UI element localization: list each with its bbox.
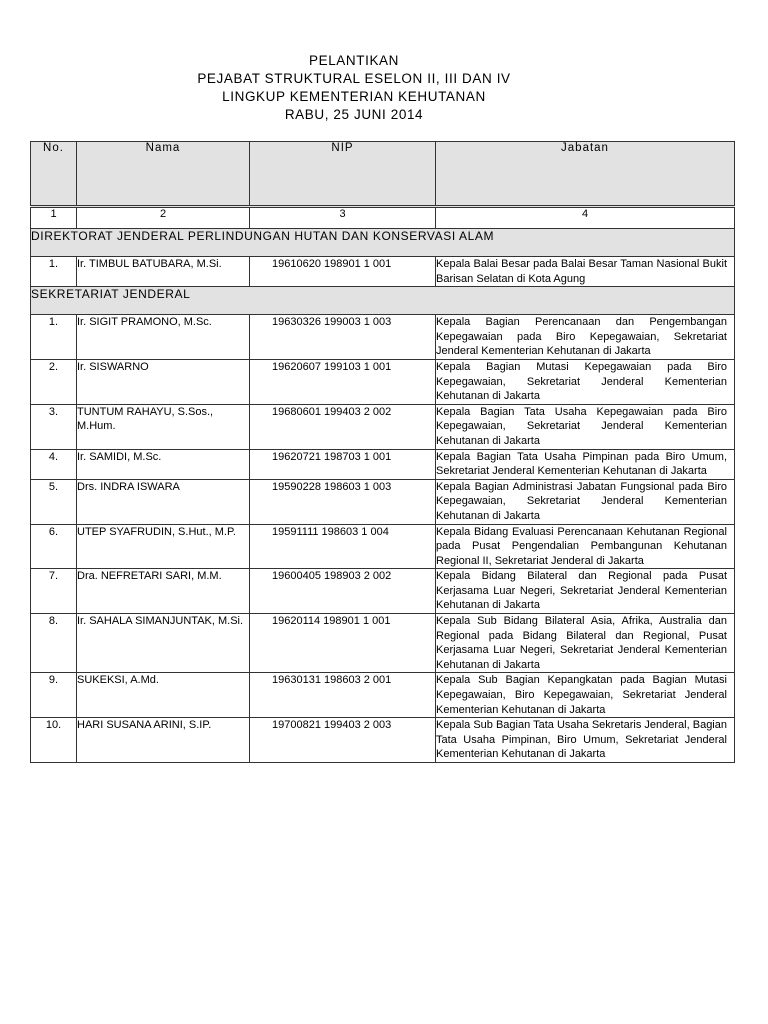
cell-nip: 19590228 198603 1 003: [250, 479, 436, 524]
cell-jabatan: Kepala Balai Besar pada Balai Besar Taman Nasional Bukit Barisan Selatan di Kota Agung: [436, 257, 735, 287]
section-title: SEKRETARIAT JENDERAL: [31, 287, 735, 315]
cell-nama: UTEP SYAFRUDIN, S.Hut., M.P.: [77, 524, 250, 569]
table-row: [31, 479, 735, 524]
cell-no: 8.: [31, 614, 77, 673]
cell-nama: TUNTUM RAHAYU, S.Sos., M.Hum.: [77, 404, 250, 449]
cell-nama: Ir. SIGIT PRAMONO, M.Sc.: [77, 315, 250, 360]
document-title: [0, 52, 708, 124]
section-title: DIREKTORAT JENDERAL PERLINDUNGAN HUTAN DAN KONSERVASI ALAM: [31, 229, 735, 257]
cell-jabatan: Kepala Bidang Bilateral dan Regional pada Pusat Kerjasama Luar Negeri, Sekretariat Jenderal Kementerian Kehutanan di Jakarta: [436, 569, 735, 614]
cell-no: 1.: [31, 257, 77, 287]
cell-nama: Ir. TIMBUL BATUBARA, M.Si.: [77, 257, 250, 287]
column-number-row: [31, 207, 735, 229]
col-header-nama: Nama: [77, 142, 250, 207]
cell-nama: Ir. SAHALA SIMANJUNTAK, M.Si.: [77, 614, 250, 673]
col-header-nip: NIP: [250, 142, 436, 207]
section-header-row: [31, 229, 735, 257]
cell-nama: HARI SUSANA ARINI, S.IP.: [77, 718, 250, 763]
col-number-1: 1: [31, 207, 77, 229]
cell-no: 7.: [31, 569, 77, 614]
col-header-jabatan: Jabatan: [436, 142, 735, 207]
cell-jabatan: Kepala Sub Bidang Bilateral Asia, Afrika, Australia dan Regional pada Bidang Bilateral dan Regional, Pusat Kerjasama Luar Negeri, Sekretariat Jenderal Kementerian Kehutanan di Jakarta: [436, 614, 735, 673]
table-row: [31, 614, 735, 673]
cell-jabatan: Kepala Bagian Mutasi Kepegawaian pada Biro Kepegawaian, Sekretariat Jenderal Kementerian Kehutanan di Jakarta: [436, 359, 735, 404]
cell-nama: Dra. NEFRETARI SARI, M.M.: [77, 569, 250, 614]
cell-nip: 19630131 198603 2 001: [250, 673, 436, 718]
cell-no: 2.: [31, 359, 77, 404]
cell-nip: 19600405 198903 2 002: [250, 569, 436, 614]
cell-no: 1.: [31, 315, 77, 360]
cell-nama: Drs. INDRA ISWARA: [77, 479, 250, 524]
cell-nip: 19630326 199003 1 003: [250, 315, 436, 360]
table-row: [31, 315, 735, 360]
cell-jabatan: Kepala Sub Bagian Kepangkatan pada Bagian Mutasi Kepegawaian, Biro Kepegawaian, Sekretariat Jenderal Kementerian Kehutanan di Jakarta: [436, 673, 735, 718]
cell-nama: SUKEKSI, A.Md.: [77, 673, 250, 718]
table-row: [31, 718, 735, 763]
cell-nip: 19620607 199103 1 001: [250, 359, 436, 404]
table-row: [31, 569, 735, 614]
cell-jabatan: Kepala Bagian Perencanaan dan Pengembangan Kepegawaian pada Biro Kepegawaian, Sekretariat Jenderal Kementerian Kehutanan di Jakarta: [436, 315, 735, 360]
cell-nip: 19680601 199403 2 002: [250, 404, 436, 449]
cell-jabatan: Kepala Bagian Tata Usaha Kepegawaian pada Biro Kepegawaian, Sekretariat Jenderal Kementerian Kehutanan di Jakarta: [436, 404, 735, 449]
table-row: [31, 524, 735, 569]
appointment-table: [30, 141, 735, 763]
cell-no: 6.: [31, 524, 77, 569]
cell-jabatan: Kepala Bidang Evaluasi Perencanaan Kehutanan Regional pada Pusat Pengendalian Pembangunan Kehutanan Regional II, Sekretariat Jenderal di Jakarta: [436, 524, 735, 569]
table-row: [31, 257, 735, 287]
cell-no: 4.: [31, 449, 77, 479]
table-body: [31, 207, 735, 763]
cell-nip: 19620721 198703 1 001: [250, 449, 436, 479]
cell-no: 3.: [31, 404, 77, 449]
cell-no: 5.: [31, 479, 77, 524]
table-header-row: [31, 142, 735, 207]
section-header-row: [31, 287, 735, 315]
cell-jabatan: Kepala Sub Bagian Tata Usaha Sekretaris Jenderal, Bagian Tata Usaha Pimpinan, Biro Umum, Sekretariat Jenderal Kementerian Kehutanan di Jakarta: [436, 718, 735, 763]
cell-no: 9.: [31, 673, 77, 718]
cell-nama: Ir. SAMIDI, M.Sc.: [77, 449, 250, 479]
cell-nip: 19700821 199403 2 003: [250, 718, 436, 763]
cell-nip: 19610620 198901 1 001: [250, 257, 436, 287]
col-number-3: 3: [250, 207, 436, 229]
cell-jabatan: Kepala Bagian Tata Usaha Pimpinan pada Biro Umum, Sekretariat Jenderal Kementerian Kehutanan di Jakarta: [436, 449, 735, 479]
title-line-3: LINGKUP KEMENTERIAN KEHUTANAN: [222, 89, 486, 104]
cell-nama: Ir. SISWARNO: [77, 359, 250, 404]
title-line-1: PELANTIKAN: [308, 53, 400, 68]
table-row: [31, 673, 735, 718]
cell-nip: 19620114 198901 1 001: [250, 614, 436, 673]
cell-jabatan: Kepala Bagian Administrasi Jabatan Fungsional pada Biro Kepegawaian, Sekretariat Jenderal Kementerian Kehutanan di Jakarta: [436, 479, 735, 524]
col-number-4: 4: [436, 207, 735, 229]
table-row: [31, 359, 735, 404]
table-row: [31, 449, 735, 479]
col-header-no: No.: [31, 142, 77, 207]
title-line-2: PEJABAT STRUKTURAL ESELON II, III DAN IV: [197, 71, 511, 86]
table-row: [31, 404, 735, 449]
col-number-2: 2: [77, 207, 250, 229]
title-line-4: RABU, 25 JUNI 2014: [284, 107, 424, 122]
cell-no: 10.: [31, 718, 77, 763]
cell-nip: 19591111 198603 1 004: [250, 524, 436, 569]
